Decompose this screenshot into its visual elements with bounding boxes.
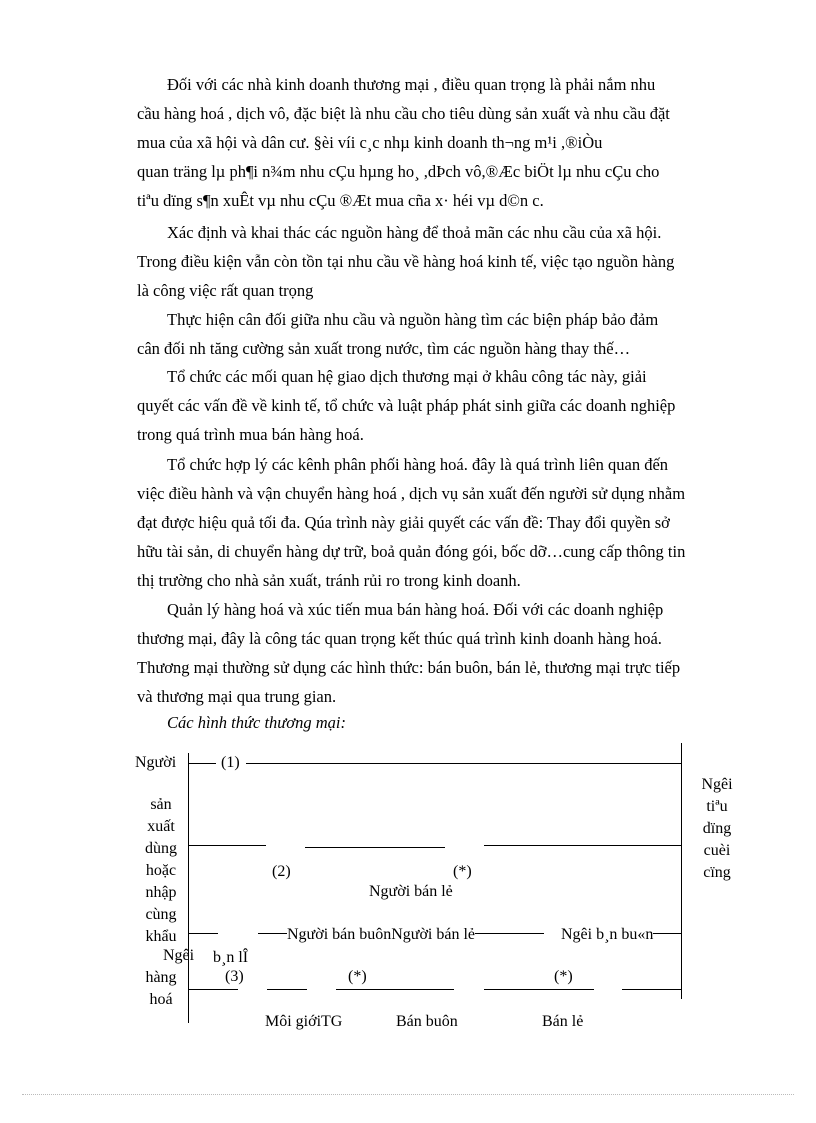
paragraph-6 <box>137 595 758 711</box>
right-label-word: cuèi <box>703 842 731 859</box>
text-line: Trong điều kiện vẫn còn tồn tại nhu cầu về hàng hoá kinh tế, việc tạo nguồn hàng <box>137 252 675 271</box>
text-line: mua của xã hội và dân cư. §èi víi c¸c nhµ kinh doanh th¬ng m¹i ,®iÒu <box>137 133 603 152</box>
left-label-word: hàng <box>145 969 177 986</box>
text-line: Quản lý hàng hoá và xúc tiến mua bán hàng hoá. Đối với các doanh nghiệp <box>167 600 664 619</box>
row2-line-a <box>188 845 266 846</box>
right-label-word: dïng <box>702 820 732 837</box>
paragraph-5 <box>137 450 758 595</box>
text-line: việc điều hành và vận chuyển hàng hoá , dịch vụ sản xuất đến người sử dụng nhằm <box>137 484 686 503</box>
text-line: thương mại, đây là công tác quan trọng kết thúc quá trình kinh doanh hàng hoá. <box>137 629 662 648</box>
right-boundary-line <box>681 743 682 999</box>
left-label-word: khẩu <box>145 928 177 945</box>
left-label-word: nhập <box>145 884 177 901</box>
text-line: tiªu dïng s¶n xuÊt vµ nhu cÇu ®Æt mua cña x· héi vµ d©n c. <box>137 191 544 210</box>
left-label-word: hoặc <box>145 862 177 879</box>
paragraph-3 <box>137 305 758 363</box>
left-label-word: hoá <box>149 991 173 1008</box>
marker-2: (2) <box>272 863 291 880</box>
text-line: Đối với các nhà kinh doanh thương mại , điều quan trọng là phải nắm nhu <box>167 75 656 94</box>
text-line: cầu hàng hoá , dịch vô, đặc biệt là nhu cầu cho tiêu dùng sản xuất và nhu cầu đặt <box>137 104 670 123</box>
text-line: thị trường cho nhà sản xuất, tránh rủi ro trong kinh doanh. <box>137 571 521 590</box>
row4-line-c <box>336 989 454 990</box>
left-label-word: b¸n lÎ <box>213 949 249 966</box>
row2-retailer-label: Người bán lẻ <box>369 883 453 900</box>
paragraph-4 <box>137 362 758 449</box>
row2-line-c <box>484 845 681 846</box>
page-footer-rule <box>22 1094 794 1095</box>
left-label-word: dùng <box>145 840 177 857</box>
text-line: Tổ chức các mối quan hệ giao dịch thương mại ở khâu công tác này, giải <box>167 367 647 386</box>
paragraph-2 <box>137 218 758 305</box>
diagram-caption: Các hình thức thương mại: <box>167 713 346 732</box>
row4-line-d <box>484 989 594 990</box>
left-boundary-line <box>188 753 189 1023</box>
text-line: trong quá trình mua bán hàng hoá. <box>137 425 364 444</box>
row2-line-b <box>305 847 445 848</box>
text-line: cân đối nh tăng cường sản xuất trong nước, tìm các nguồn hàng thay thế… <box>137 339 631 358</box>
row1-line-a <box>188 763 216 764</box>
text-line: và thương mại qua trung gian. <box>137 687 337 706</box>
row1-line-b <box>246 763 681 764</box>
bottom-label-retail: Bán lẻ <box>542 1013 584 1030</box>
text-line: là công việc rất quan trọng <box>137 281 314 300</box>
text-line: Thương mại thường sử dụng các hình thức: bán buôn, bán lẻ, thương mại trực tiếp <box>137 658 681 677</box>
marker-star-a: (*) <box>453 863 472 880</box>
right-label-word: tiªu <box>706 798 728 815</box>
paragraph-1 <box>137 70 758 215</box>
right-label-word: cïng <box>703 864 731 881</box>
marker-1: (1) <box>221 754 240 771</box>
left-label-word: xuất <box>147 818 175 835</box>
text-line: quyết các vấn đề về kinh tế, tổ chức và luật pháp phát sinh giữa các doanh nghiệp <box>137 396 676 415</box>
row4-line-b <box>267 989 307 990</box>
right-label-word: Ngêi <box>701 776 733 793</box>
row3-label-b: Ngêi b¸n bu«n <box>561 924 653 946</box>
text-line: Thực hiện cân đối giữa nhu cầu và nguồn hàng tìm các biện pháp bảo đảm <box>167 310 659 329</box>
text-line: Xác định và khai thác các nguồn hàng để thoả mãn các nhu cầu của xã hội. <box>167 223 662 242</box>
left-label-word: cùng <box>145 906 177 923</box>
row3-label-a: Người bán buônNgười bán lẻ <box>287 924 475 946</box>
marker-3: (3) <box>225 968 244 985</box>
marker-star-b: (*) <box>348 968 367 985</box>
text-line: đạt được hiệu quả tối đa. Qúa trình này giải quyết các vấn đề: Thay đổi quyền sở <box>137 513 670 532</box>
row4-line-e <box>622 989 681 990</box>
bottom-label-broker: Môi giớiTG <box>265 1013 343 1030</box>
text-line: Tổ chức hợp lý các kênh phân phối hàng hoá. đây là quá trình liên quan đến <box>167 455 669 474</box>
bottom-label-wholesale: Bán buôn <box>396 1013 458 1030</box>
left-label-word: Người <box>135 754 177 771</box>
text-line: quan träng lµ ph¶i n¾m nhu cÇu hµng ho¸ ,dÞch vô,®Æc biÖt lµ nhu cÇu cho <box>137 162 660 181</box>
marker-star-c: (*) <box>554 968 573 985</box>
row3-line-a <box>188 933 218 934</box>
row4-line-a <box>188 989 238 990</box>
left-label-word: Ngêi <box>163 947 195 964</box>
text-line: hữu tài sản, di chuyển hàng dự trữ, boả quản đóng gói, bốc dỡ…cung cấp thông tin <box>137 542 686 561</box>
left-label-word: sản <box>150 796 172 813</box>
